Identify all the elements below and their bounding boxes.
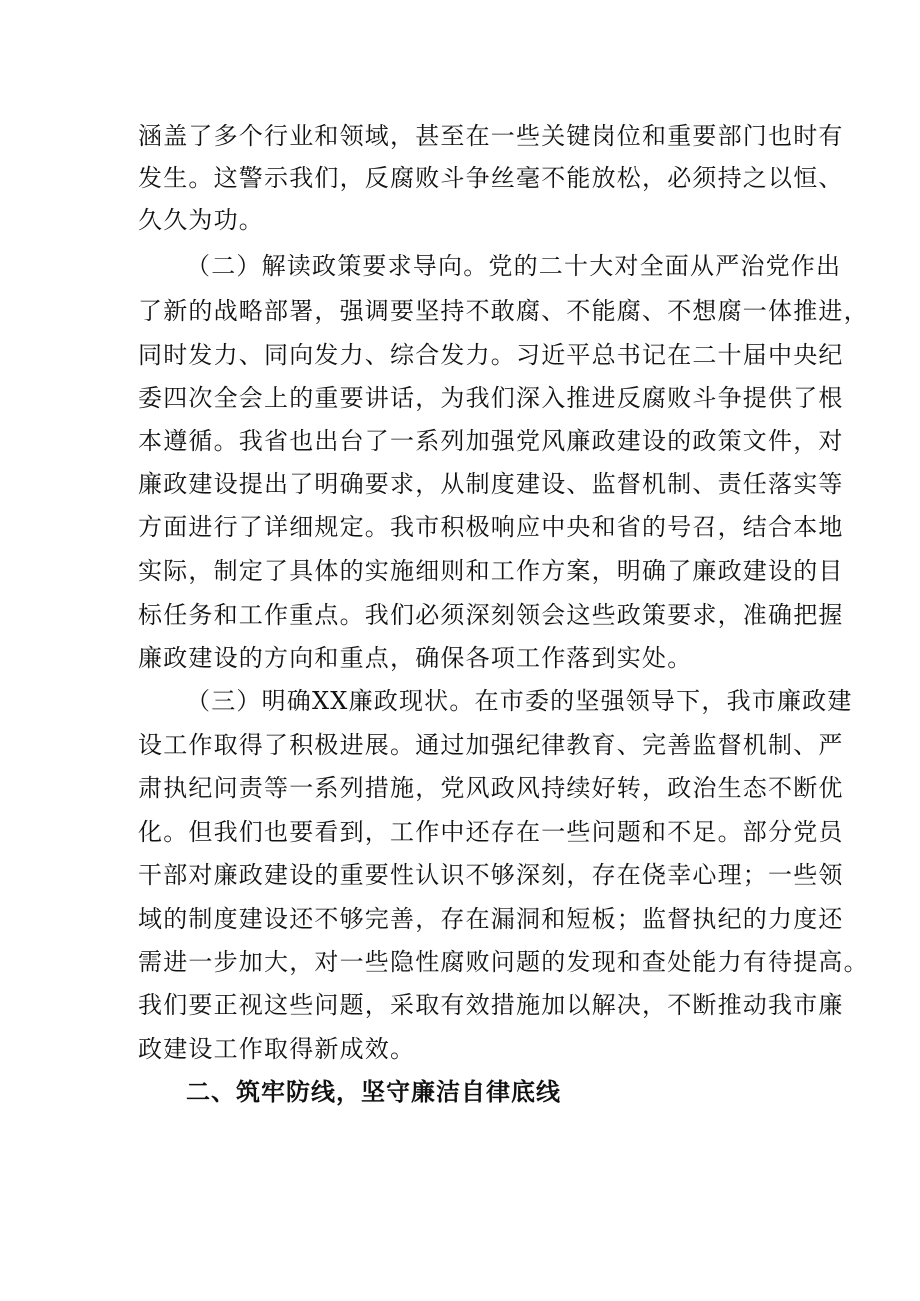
paragraph-line: 涵盖了多个行业和领域，甚至在一些关键岗位和重要部门也时有	[138, 122, 844, 150]
paragraph-line: 设工作取得了积极进展。通过加强纪律教育、完善监督机制、严	[138, 731, 844, 759]
paragraph-line: 同时发力、同向发力、综合发力。习近平总书记在二十届中央纪	[138, 341, 844, 369]
paragraph-line: （三）明确XX廉政现状。在市委的坚强领导下，我市廉政建	[186, 687, 853, 715]
paragraph-line: 方面进行了详细规定。我市积极响应中央和省的号召，结合本地	[138, 513, 844, 541]
paragraph-line: 委四次全会上的重要讲话，为我们深入推进反腐败斗争提供了根	[138, 384, 844, 412]
paragraph-line: 廉政建设提出了明确要求，从制度建设、监督机制、责任落实等	[138, 470, 844, 498]
paragraph-line: 了新的战略部署，强调要坚持不敢腐、不能腐、不想腐一体推进，	[138, 297, 869, 325]
paragraph-line: 需进一步加大，对一些隐性腐败问题的发现和查处能力有待提高。	[138, 948, 869, 976]
paragraph-line: 久久为功。	[138, 206, 264, 234]
paragraph-line: 域的制度建设还不够完善，存在漏洞和短板；监督执纪的力度还	[138, 905, 844, 933]
section-heading: 二、筑牢防线，坚守廉洁自律底线	[186, 1078, 561, 1106]
paragraph-line: （二）解读政策要求导向。党的二十大对全面从严治党作出	[186, 252, 842, 280]
paragraph-line: 标任务和工作重点。我们必须深刻领会这些政策要求，准确把握	[138, 601, 844, 629]
paragraph-line: 我们要正视这些问题，采取有效措施加以解决，不断推动我市廉	[138, 991, 844, 1019]
paragraph-line: 发生。这警示我们，反腐败斗争丝毫不能放松，必须持之以恒、	[138, 164, 844, 192]
paragraph-line: 政建设工作取得新成效。	[138, 1035, 416, 1063]
paragraph-line: 实际，制定了具体的实施细则和工作方案，明确了廉政建设的目	[138, 557, 844, 585]
paragraph-line: 廉政建设的方向和重点，确保各项工作落到实处。	[138, 644, 693, 672]
paragraph-line: 肃执纪问责等一系列措施，党风政风持续好转，政治生态不断优	[138, 774, 844, 802]
paragraph-line: 本遵循。我省也出台了一系列加强党风廉政建设的政策文件，对	[138, 427, 844, 455]
paragraph-line: 干部对廉政建设的重要性认识不够深刻，存在侥幸心理；一些领	[138, 861, 844, 889]
paragraph-line: 化。但我们也要看到，工作中还存在一些问题和不足。部分党员	[138, 818, 844, 846]
